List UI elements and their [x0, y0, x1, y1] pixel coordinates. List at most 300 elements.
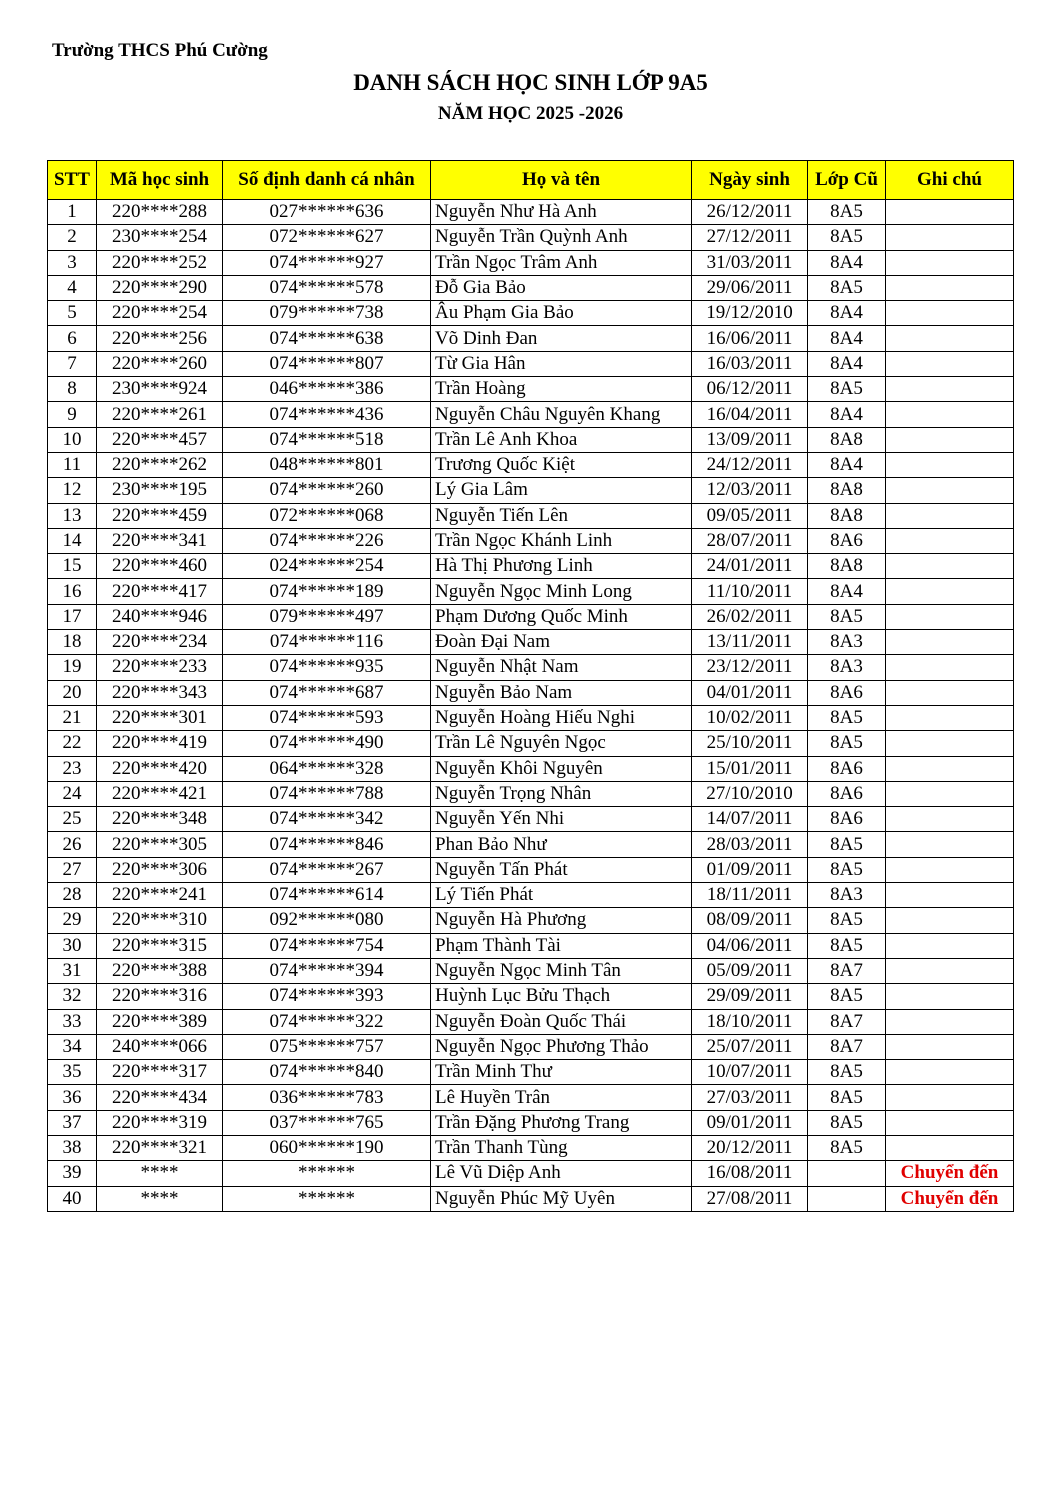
stt-cell: 20	[48, 680, 97, 705]
student-code-cell: 220****316	[97, 984, 223, 1009]
birth-date-cell: 16/06/2011	[692, 326, 808, 351]
birth-date-cell: 09/05/2011	[692, 503, 808, 528]
table-row	[48, 377, 1014, 402]
full-name-cell: Võ Dinh Đan	[431, 326, 692, 351]
birth-date-cell: 25/10/2011	[692, 731, 808, 756]
full-name-cell: Nguyễn Tấn Phát	[431, 857, 692, 882]
stt-cell: 21	[48, 705, 97, 730]
personal-id-cell: 046******386	[223, 377, 431, 402]
column-header-old-class: Lớp Cũ	[808, 161, 886, 200]
note-cell	[886, 655, 1014, 680]
old-class-cell: 8A7	[808, 1009, 886, 1034]
birth-date-cell: 31/03/2011	[692, 250, 808, 275]
personal-id-cell: 074******840	[223, 1060, 431, 1085]
personal-id-cell: 074******322	[223, 1009, 431, 1034]
birth-date-cell: 16/04/2011	[692, 402, 808, 427]
old-class-cell: 8A6	[808, 781, 886, 806]
personal-id-cell: 074******614	[223, 883, 431, 908]
note-cell	[886, 503, 1014, 528]
column-header-personal-id: Số định danh cá nhân	[223, 161, 431, 200]
old-class-cell: 8A5	[808, 604, 886, 629]
note-cell	[886, 1009, 1014, 1034]
old-class-cell: 8A5	[808, 1110, 886, 1135]
full-name-cell: Phan Bảo Như	[431, 832, 692, 857]
stt-cell: 16	[48, 579, 97, 604]
personal-id-cell: 074******267	[223, 857, 431, 882]
student-code-cell: ****	[97, 1186, 223, 1211]
birth-date-cell: 15/01/2011	[692, 756, 808, 781]
page-title: DANH SÁCH HỌC SINH LỚP 9A5	[353, 70, 708, 95]
note-cell	[886, 807, 1014, 832]
note-cell	[886, 225, 1014, 250]
full-name-cell: Âu Phạm Gia Bảo	[431, 301, 692, 326]
note-cell	[886, 933, 1014, 958]
birth-date-cell: 24/01/2011	[692, 554, 808, 579]
note-cell	[886, 680, 1014, 705]
personal-id-cell: 074******393	[223, 984, 431, 1009]
table-row	[48, 630, 1014, 655]
personal-id-cell: 074******788	[223, 781, 431, 806]
table-row	[48, 275, 1014, 300]
table-row	[48, 1135, 1014, 1160]
full-name-cell: Nguyễn Hà Phương	[431, 908, 692, 933]
school-name: Trường THCS Phú Cường	[52, 40, 268, 61]
stt-cell: 13	[48, 503, 97, 528]
old-class-cell: 8A5	[808, 705, 886, 730]
column-header-stt: STT	[48, 161, 97, 200]
student-code-cell: 220****457	[97, 427, 223, 452]
student-code-cell: 240****066	[97, 1034, 223, 1059]
stt-cell: 39	[48, 1161, 97, 1186]
stt-cell: 38	[48, 1135, 97, 1160]
table-row	[48, 1009, 1014, 1034]
table-row	[48, 1085, 1014, 1110]
student-code-cell: 220****389	[97, 1009, 223, 1034]
student-code-cell: 220****262	[97, 452, 223, 477]
student-code-cell: 220****459	[97, 503, 223, 528]
birth-date-cell: 23/12/2011	[692, 655, 808, 680]
full-name-cell: Trần Thanh Tùng	[431, 1135, 692, 1160]
student-code-cell: 220****417	[97, 579, 223, 604]
birth-date-cell: 13/11/2011	[692, 630, 808, 655]
student-code-cell: 220****319	[97, 1110, 223, 1135]
old-class-cell: 8A5	[808, 200, 886, 225]
student-code-cell: 220****305	[97, 832, 223, 857]
birth-date-cell: 25/07/2011	[692, 1034, 808, 1059]
old-class-cell: 8A4	[808, 301, 886, 326]
note-cell	[886, 528, 1014, 553]
note-cell	[886, 301, 1014, 326]
stt-cell: 15	[48, 554, 97, 579]
old-class-cell: 8A8	[808, 427, 886, 452]
birth-date-cell: 18/11/2011	[692, 883, 808, 908]
birth-date-cell: 18/10/2011	[692, 1009, 808, 1034]
stt-cell: 27	[48, 857, 97, 882]
birth-date-cell: 27/08/2011	[692, 1186, 808, 1211]
birth-date-cell: 05/09/2011	[692, 958, 808, 983]
table-row	[48, 832, 1014, 857]
table-row	[48, 225, 1014, 250]
full-name-cell: Nguyễn Phúc Mỹ Uyên	[431, 1186, 692, 1211]
birth-date-cell: 16/08/2011	[692, 1161, 808, 1186]
birth-date-cell: 12/03/2011	[692, 478, 808, 503]
old-class-cell: 8A5	[808, 1060, 886, 1085]
student-code-cell: 220****241	[97, 883, 223, 908]
birth-date-cell: 10/07/2011	[692, 1060, 808, 1085]
table-row	[48, 655, 1014, 680]
personal-id-cell: ******	[223, 1186, 431, 1211]
stt-cell: 1	[48, 200, 97, 225]
column-header-student-code: Mã học sinh	[97, 161, 223, 200]
student-code-cell: 220****317	[97, 1060, 223, 1085]
student-code-cell: 230****254	[97, 225, 223, 250]
full-name-cell: Nguyễn Trần Quỳnh Anh	[431, 225, 692, 250]
stt-cell: 25	[48, 807, 97, 832]
stt-cell: 3	[48, 250, 97, 275]
student-code-cell: 220****290	[97, 275, 223, 300]
full-name-cell: Huỳnh Lục Bửu Thạch	[431, 984, 692, 1009]
student-roster-table	[47, 160, 1014, 1212]
old-class-cell: 8A4	[808, 250, 886, 275]
birth-date-cell: 16/03/2011	[692, 351, 808, 376]
table-row	[48, 528, 1014, 553]
personal-id-cell: 048******801	[223, 452, 431, 477]
birth-date-cell: 26/12/2011	[692, 200, 808, 225]
old-class-cell: 8A4	[808, 326, 886, 351]
table-row	[48, 301, 1014, 326]
note-cell	[886, 832, 1014, 857]
table-row	[48, 958, 1014, 983]
student-code-cell: 220****256	[97, 326, 223, 351]
student-code-cell: 220****343	[97, 680, 223, 705]
full-name-cell: Nguyễn Ngọc Minh Long	[431, 579, 692, 604]
table-row	[48, 1034, 1014, 1059]
birth-date-cell: 29/06/2011	[692, 275, 808, 300]
table-row	[48, 933, 1014, 958]
full-name-cell: Nguyễn Như Hà Anh	[431, 200, 692, 225]
table-row	[48, 705, 1014, 730]
personal-id-cell: 074******578	[223, 275, 431, 300]
table-row	[48, 984, 1014, 1009]
stt-cell: 8	[48, 377, 97, 402]
stt-cell: 28	[48, 883, 97, 908]
stt-cell: 31	[48, 958, 97, 983]
note-cell	[886, 908, 1014, 933]
student-code-cell: 220****233	[97, 655, 223, 680]
note-cell	[886, 857, 1014, 882]
table-row	[48, 579, 1014, 604]
stt-cell: 40	[48, 1186, 97, 1211]
personal-id-cell: 064******328	[223, 756, 431, 781]
full-name-cell: Nguyễn Yến Nhi	[431, 807, 692, 832]
stt-cell: 9	[48, 402, 97, 427]
table-row	[48, 200, 1014, 225]
personal-id-cell: 072******068	[223, 503, 431, 528]
table-row	[48, 351, 1014, 376]
personal-id-cell: 074******226	[223, 528, 431, 553]
personal-id-cell: 074******518	[223, 427, 431, 452]
table-row	[48, 731, 1014, 756]
table-row	[48, 554, 1014, 579]
full-name-cell: Lý Tiến Phát	[431, 883, 692, 908]
note-cell: Chuyển đến	[886, 1161, 1014, 1186]
note-cell	[886, 984, 1014, 1009]
note-cell	[886, 731, 1014, 756]
personal-id-cell: ******	[223, 1161, 431, 1186]
full-name-cell: Trần Hoàng	[431, 377, 692, 402]
personal-id-cell: 074******342	[223, 807, 431, 832]
student-code-cell: 220****310	[97, 908, 223, 933]
note-cell	[886, 756, 1014, 781]
note-cell	[886, 883, 1014, 908]
birth-date-cell: 27/12/2011	[692, 225, 808, 250]
student-code-cell: 230****195	[97, 478, 223, 503]
note-cell	[886, 478, 1014, 503]
full-name-cell: Nguyễn Trọng Nhân	[431, 781, 692, 806]
personal-id-cell: 074******638	[223, 326, 431, 351]
student-code-cell: 220****419	[97, 731, 223, 756]
birth-date-cell: 13/09/2011	[692, 427, 808, 452]
full-name-cell: Trần Lê Nguyên Ngọc	[431, 731, 692, 756]
birth-date-cell: 28/07/2011	[692, 528, 808, 553]
stt-cell: 4	[48, 275, 97, 300]
stt-cell: 24	[48, 781, 97, 806]
student-code-cell: 220****301	[97, 705, 223, 730]
student-code-cell: 220****254	[97, 301, 223, 326]
old-class-cell	[808, 1186, 886, 1211]
table-row	[48, 883, 1014, 908]
note-cell	[886, 1034, 1014, 1059]
old-class-cell: 8A4	[808, 579, 886, 604]
student-code-cell: 220****460	[97, 554, 223, 579]
birth-date-cell: 19/12/2010	[692, 301, 808, 326]
note-cell	[886, 250, 1014, 275]
birth-date-cell: 09/01/2011	[692, 1110, 808, 1135]
table-row	[48, 478, 1014, 503]
table-row	[48, 857, 1014, 882]
personal-id-cell: 037******765	[223, 1110, 431, 1135]
note-cell	[886, 275, 1014, 300]
column-header-full-name: Họ và tên	[431, 161, 692, 200]
student-code-cell: 220****288	[97, 200, 223, 225]
old-class-cell: 8A5	[808, 225, 886, 250]
table-row	[48, 250, 1014, 275]
birth-date-cell: 11/10/2011	[692, 579, 808, 604]
table-body	[48, 200, 1014, 1212]
personal-id-cell: 074******260	[223, 478, 431, 503]
student-code-cell: 220****261	[97, 402, 223, 427]
full-name-cell: Lý Gia Lâm	[431, 478, 692, 503]
full-name-cell: Trần Lê Anh Khoa	[431, 427, 692, 452]
personal-id-cell: 074******490	[223, 731, 431, 756]
stt-cell: 33	[48, 1009, 97, 1034]
old-class-cell: 8A4	[808, 452, 886, 477]
full-name-cell: Trần Đặng Phương Trang	[431, 1110, 692, 1135]
birth-date-cell: 27/10/2010	[692, 781, 808, 806]
table-row	[48, 1186, 1014, 1211]
student-code-cell: 220****421	[97, 781, 223, 806]
old-class-cell: 8A5	[808, 857, 886, 882]
old-class-cell: 8A5	[808, 832, 886, 857]
personal-id-cell: 092******080	[223, 908, 431, 933]
table-row	[48, 402, 1014, 427]
old-class-cell: 8A5	[808, 1085, 886, 1110]
student-code-cell: 220****420	[97, 756, 223, 781]
note-cell	[886, 1085, 1014, 1110]
full-name-cell: Trần Ngọc Khánh Linh	[431, 528, 692, 553]
student-code-cell: 220****306	[97, 857, 223, 882]
personal-id-cell: 079******497	[223, 604, 431, 629]
old-class-cell: 8A5	[808, 731, 886, 756]
old-class-cell: 8A8	[808, 503, 886, 528]
full-name-cell: Phạm Thành Tài	[431, 933, 692, 958]
personal-id-cell: 074******189	[223, 579, 431, 604]
personal-id-cell: 074******436	[223, 402, 431, 427]
birth-date-cell: 06/12/2011	[692, 377, 808, 402]
student-code-cell: 220****321	[97, 1135, 223, 1160]
full-name-cell: Trương Quốc Kiệt	[431, 452, 692, 477]
stt-cell: 19	[48, 655, 97, 680]
full-name-cell: Nguyễn Ngọc Minh Tân	[431, 958, 692, 983]
personal-id-cell: 024******254	[223, 554, 431, 579]
stt-cell: 35	[48, 1060, 97, 1085]
stt-cell: 32	[48, 984, 97, 1009]
note-cell	[886, 326, 1014, 351]
student-code-cell: 220****348	[97, 807, 223, 832]
old-class-cell: 8A5	[808, 275, 886, 300]
full-name-cell: Nguyễn Tiến Lên	[431, 503, 692, 528]
personal-id-cell: 072******627	[223, 225, 431, 250]
personal-id-cell: 074******394	[223, 958, 431, 983]
full-name-cell: Nguyễn Hoàng Hiếu Nghi	[431, 705, 692, 730]
student-code-cell: 220****388	[97, 958, 223, 983]
birth-date-cell: 08/09/2011	[692, 908, 808, 933]
old-class-cell: 8A3	[808, 883, 886, 908]
birth-date-cell: 10/02/2011	[692, 705, 808, 730]
old-class-cell: 8A6	[808, 528, 886, 553]
table-row	[48, 1060, 1014, 1085]
old-class-cell: 8A6	[808, 756, 886, 781]
old-class-cell: 8A8	[808, 554, 886, 579]
stt-cell: 11	[48, 452, 97, 477]
personal-id-cell: 036******783	[223, 1085, 431, 1110]
column-header-birth-date: Ngày sinh	[692, 161, 808, 200]
note-cell	[886, 705, 1014, 730]
full-name-cell: Nguyễn Nhật Nam	[431, 655, 692, 680]
birth-date-cell: 27/03/2011	[692, 1085, 808, 1110]
old-class-cell: 8A7	[808, 958, 886, 983]
birth-date-cell: 24/12/2011	[692, 452, 808, 477]
note-cell	[886, 200, 1014, 225]
old-class-cell: 8A5	[808, 1135, 886, 1160]
student-code-cell: 220****260	[97, 351, 223, 376]
table-row	[48, 807, 1014, 832]
full-name-cell: Hà Thị Phương Linh	[431, 554, 692, 579]
stt-cell: 2	[48, 225, 97, 250]
note-cell	[886, 351, 1014, 376]
personal-id-cell: 074******846	[223, 832, 431, 857]
personal-id-cell: 074******927	[223, 250, 431, 275]
full-name-cell: Từ Gia Hân	[431, 351, 692, 376]
old-class-cell: 8A8	[808, 478, 886, 503]
birth-date-cell: 01/09/2011	[692, 857, 808, 882]
stt-cell: 37	[48, 1110, 97, 1135]
note-cell	[886, 377, 1014, 402]
note-cell	[886, 427, 1014, 452]
personal-id-cell: 079******738	[223, 301, 431, 326]
full-name-cell: Nguyễn Khôi Nguyên	[431, 756, 692, 781]
full-name-cell: Nguyễn Châu Nguyên Khang	[431, 402, 692, 427]
personal-id-cell: 074******687	[223, 680, 431, 705]
full-name-cell: Lê Huyền Trân	[431, 1085, 692, 1110]
old-class-cell: 8A6	[808, 680, 886, 705]
stt-cell: 5	[48, 301, 97, 326]
note-cell	[886, 604, 1014, 629]
stt-cell: 18	[48, 630, 97, 655]
old-class-cell: 8A5	[808, 377, 886, 402]
note-cell	[886, 781, 1014, 806]
personal-id-cell: 027******636	[223, 200, 431, 225]
stt-cell: 10	[48, 427, 97, 452]
birth-date-cell: 28/03/2011	[692, 832, 808, 857]
full-name-cell: Đoàn Đại Nam	[431, 630, 692, 655]
birth-date-cell: 04/06/2011	[692, 933, 808, 958]
table-row	[48, 326, 1014, 351]
full-name-cell: Lê Vũ Diệp Anh	[431, 1161, 692, 1186]
old-class-cell: 8A4	[808, 402, 886, 427]
stt-cell: 17	[48, 604, 97, 629]
old-class-cell: 8A4	[808, 351, 886, 376]
note-cell: Chuyển đến	[886, 1186, 1014, 1211]
note-cell	[886, 1135, 1014, 1160]
personal-id-cell: 075******757	[223, 1034, 431, 1059]
old-class-cell: 8A5	[808, 908, 886, 933]
old-class-cell: 8A6	[808, 807, 886, 832]
full-name-cell: Nguyễn Đoàn Quốc Thái	[431, 1009, 692, 1034]
stt-cell: 6	[48, 326, 97, 351]
note-cell	[886, 958, 1014, 983]
table-row	[48, 1161, 1014, 1186]
note-cell	[886, 452, 1014, 477]
personal-id-cell: 074******593	[223, 705, 431, 730]
old-class-cell: 8A5	[808, 984, 886, 1009]
table-row	[48, 503, 1014, 528]
personal-id-cell: 074******935	[223, 655, 431, 680]
student-code-cell: 220****315	[97, 933, 223, 958]
table-row	[48, 427, 1014, 452]
table-row	[48, 680, 1014, 705]
personal-id-cell: 074******807	[223, 351, 431, 376]
birth-date-cell: 29/09/2011	[692, 984, 808, 1009]
column-header-note: Ghi chú	[886, 161, 1014, 200]
note-cell	[886, 579, 1014, 604]
student-code-cell: 240****946	[97, 604, 223, 629]
full-name-cell: Nguyễn Bảo Nam	[431, 680, 692, 705]
stt-cell: 34	[48, 1034, 97, 1059]
table-row	[48, 781, 1014, 806]
personal-id-cell: 074******116	[223, 630, 431, 655]
student-code-cell: 220****252	[97, 250, 223, 275]
stt-cell: 14	[48, 528, 97, 553]
full-name-cell: Phạm Dương Quốc Minh	[431, 604, 692, 629]
birth-date-cell: 26/02/2011	[692, 604, 808, 629]
stt-cell: 22	[48, 731, 97, 756]
birth-date-cell: 04/01/2011	[692, 680, 808, 705]
old-class-cell: 8A3	[808, 655, 886, 680]
full-name-cell: Trần Minh Thư	[431, 1060, 692, 1085]
stt-cell: 29	[48, 908, 97, 933]
stt-cell: 36	[48, 1085, 97, 1110]
